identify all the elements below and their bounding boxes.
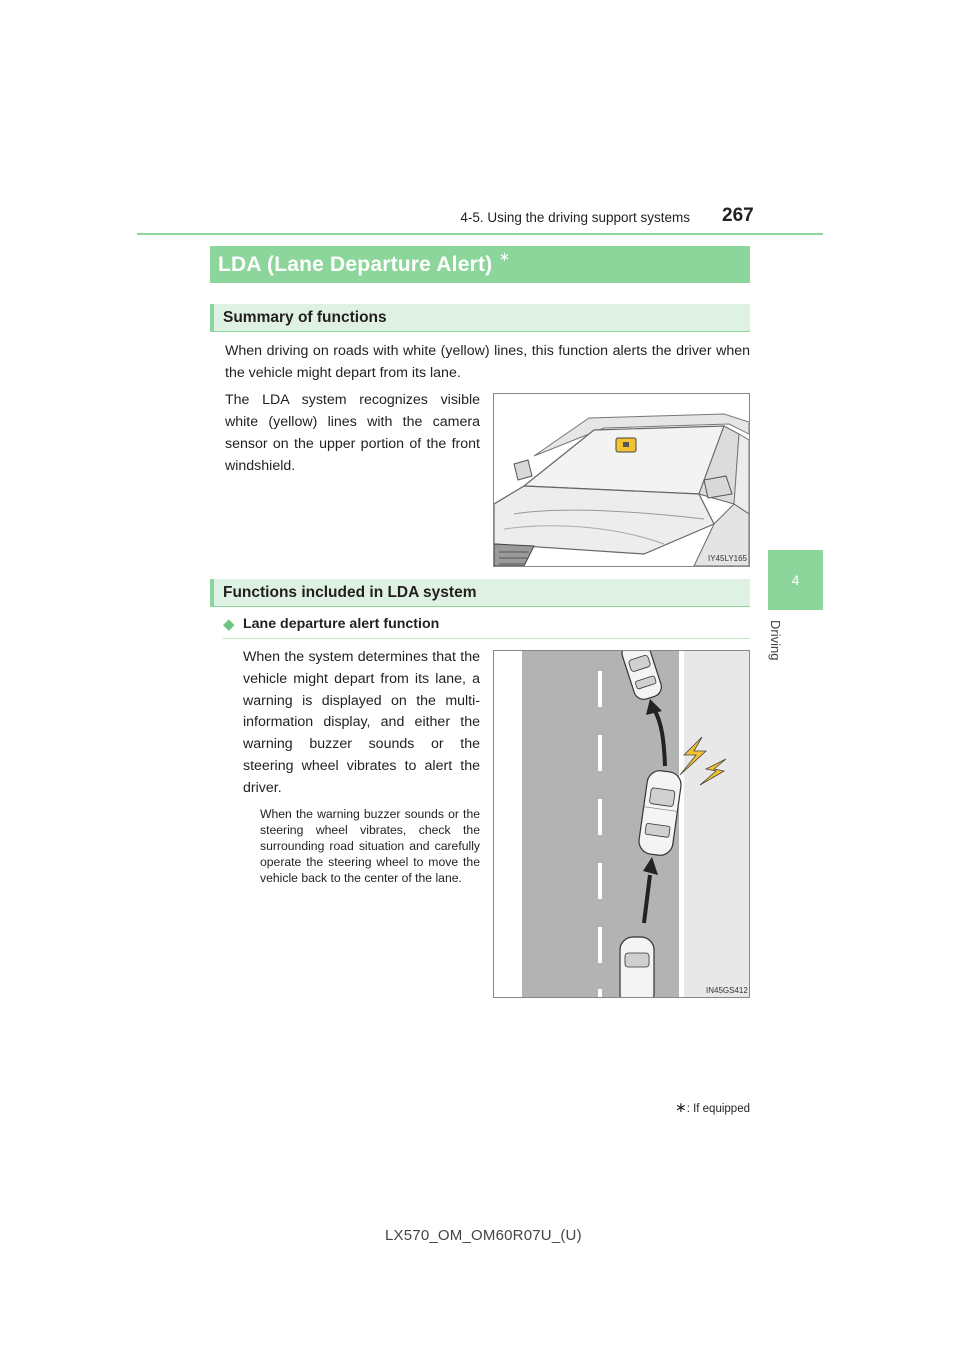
summary-heading-box — [210, 304, 750, 332]
bullet-heading — [223, 612, 750, 639]
lane-departure-description: When the system determines that the vehicle might depart from its lane, a warning is displayed on the multi-information display, and either the warning buzzer sounds or the steering wheel vibrates to alert the driver. — [243, 649, 480, 796]
lane-drawing — [494, 651, 749, 997]
section-title: LDA (Lane Departure Alert) — [218, 253, 493, 276]
section-title-box — [210, 246, 750, 283]
chapter-name: Driving — [768, 620, 783, 661]
summary-heading: Summary of functions — [223, 309, 387, 326]
chapter-number: 4 — [791, 572, 800, 588]
warning-note: When the warning buzzer sounds or the steering wheel vibrates, check the surrounding road situation and carefully operate the steering wheel to move the vehicle back to the center of the lane. — [260, 807, 480, 885]
summary-intro: When driving on roads with white (yellow) lines, this function alerts the driver when the vehicle might depart from its lane. — [225, 343, 750, 381]
windshield-camera-illustration — [493, 393, 750, 567]
page-number: 267 — [722, 205, 754, 226]
bottom-car-icon — [620, 937, 654, 997]
title-asterisk-mark: ∗ — [499, 249, 510, 264]
camera-description: The LDA system recognizes visible white (yellow) lines with the camera sensor on the upper portion of the front windshield. — [225, 392, 480, 474]
header-section-title: 4-5. Using the driving support systems — [460, 210, 690, 225]
footnote — [650, 1099, 750, 1116]
diamond-bullet-icon: ◆ — [223, 616, 235, 633]
document-code: LX570_OM_OM60R07U_(U) — [385, 1227, 582, 1244]
header-rule — [137, 233, 823, 235]
functions-heading: Functions included in LDA system — [223, 584, 477, 601]
lane-departure-illustration — [493, 650, 750, 998]
footnote-text: : If equipped — [686, 1103, 750, 1115]
car-front-drawing — [494, 394, 749, 566]
car-image-code: IY45LY165 — [708, 554, 747, 563]
bullet-title: Lane departure alert function — [243, 616, 440, 632]
lane-image-code: IN45GS412 — [706, 986, 748, 995]
chapter-label — [767, 620, 783, 680]
footnote-mark: ∗ — [674, 1099, 687, 1115]
functions-heading-box — [210, 579, 750, 607]
chapter-tab — [768, 550, 823, 610]
